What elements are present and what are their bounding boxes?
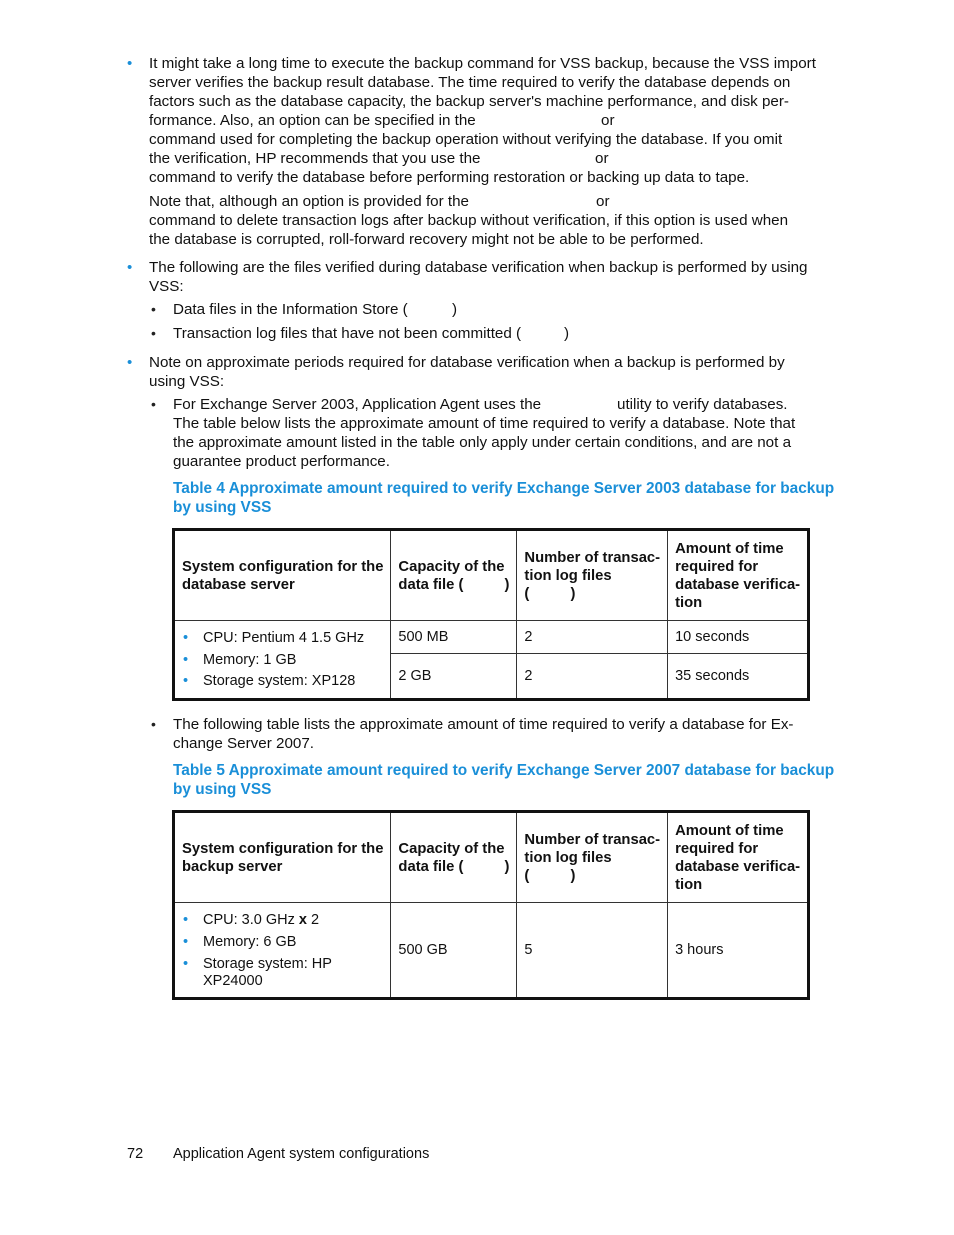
bullet-marker: • — [127, 55, 133, 72]
header-verification-time: Amount of time required for database verifica- tion — [668, 530, 809, 621]
information-store-files-item: Data files in the Information Store ( — [173, 301, 408, 318]
sub-bullet-marker: • — [151, 301, 156, 317]
table-header-row — [174, 812, 809, 903]
capacity-cell: 2 GB — [391, 654, 517, 700]
table-5-caption: Table 5 Approximate amount required to verify Exchange Server 2007 database for backup by using VSS — [173, 762, 835, 798]
list-item: • Memory: 1 GB — [183, 651, 297, 668]
table-row — [174, 903, 809, 999]
time-cell: 35 seconds — [668, 654, 809, 700]
logs-cell: 2 — [517, 621, 668, 654]
header-log-files: Number of transac- tion log files ( ) — [517, 812, 668, 903]
config-list — [182, 628, 383, 693]
close-paren: ) — [564, 325, 570, 342]
table-header-row — [174, 530, 809, 621]
config-cell — [174, 903, 391, 999]
header-system-configuration: System configuration for the database server — [174, 530, 391, 621]
header-system-configuration: System configuration for the backup server — [174, 812, 391, 903]
list-item: • CPU: 3.0 GHz x 2 — [183, 912, 320, 928]
or-word: or — [601, 112, 615, 129]
config-cell — [174, 621, 391, 700]
exchange-2007-note: The following table lists the approximate amount of time required to verify a database for Ex- change Server 2007. — [173, 716, 794, 752]
logs-cell: 2 — [517, 654, 668, 700]
close-paren: ) — [452, 301, 458, 318]
logs-cell: 5 — [517, 903, 668, 999]
header-verification-time: Amount of time required for database verifica- tion — [668, 812, 809, 903]
bullet-marker: • — [127, 354, 133, 371]
list-item: • CPU: Pentium 4 1.5 GHz — [183, 630, 365, 647]
time-cell: 3 hours — [668, 903, 809, 999]
header-capacity: Capacity of the data file ( ) — [391, 530, 517, 621]
bullet-1-note: Note that, although an option is provided for the command to delete transaction logs after backup without verification, if this option is used when the database is corrupted, roll-forward recovery might not be able to be performed. — [149, 193, 789, 248]
or-word: or — [596, 193, 610, 210]
time-cell: 10 seconds — [668, 621, 809, 654]
or-word: or — [595, 150, 609, 167]
bullet-1-paragraph: It might take a long time to execute the backup command for VSS backup, because the VSS import server verifies the backup result database. The time required to verify the database depends on factors such as the database capacity, the backup server's machine performance, and disk per- formance. Also, an option can be specified in the command used for completing the backup operation without verifying the database. If you omit the verification, HP recommends that you use the command to verify the database before performing restoration or backing up data to tape. — [149, 55, 816, 186]
list-item: • Storage system: XP128 — [183, 673, 356, 690]
header-capacity: Capacity of the data file ( ) — [391, 812, 517, 903]
utility-tail-text: utility to verify databases. — [617, 396, 788, 413]
sub-bullet-marker: • — [151, 716, 156, 732]
header-log-files: Number of transac- tion log files ( ) — [517, 530, 668, 621]
list-item: • Storage system: HP XP24000 — [183, 956, 332, 989]
sub-bullet-marker: • — [151, 325, 156, 341]
capacity-cell: 500 MB — [391, 621, 517, 654]
capacity-cell: 500 GB — [391, 903, 517, 999]
bullet-2-paragraph: The following are the files verified during database verification when backup is performed by using VSS: — [149, 259, 808, 295]
page-number: 72 — [127, 1146, 144, 1162]
table-row — [174, 621, 809, 654]
config-list — [182, 910, 383, 990]
exchange-2003-note: For Exchange Server 2003, Application Agent uses the The table below lists the approximate amount of time required to verify a database. Note that the approximate amount listed in the table only apply under certain conditions, and are not a guarantee product performance. — [173, 396, 796, 470]
footer-section-title: Application Agent system configurations — [173, 1146, 430, 1162]
table-4 — [172, 528, 810, 701]
table-4-caption: Table 4 Approximate amount required to verify Exchange Server 2003 database for backup by using VSS — [173, 480, 835, 516]
transaction-log-files-item: Transaction log files that have not been committed ( — [173, 325, 522, 342]
table-5 — [172, 810, 810, 1000]
bullet-marker: • — [127, 259, 133, 276]
bullet-3-paragraph: Note on approximate periods required for database verification when a backup is performed by using VSS: — [149, 354, 785, 390]
list-item: • Memory: 6 GB — [183, 933, 297, 950]
sub-bullet-marker: • — [151, 396, 156, 412]
